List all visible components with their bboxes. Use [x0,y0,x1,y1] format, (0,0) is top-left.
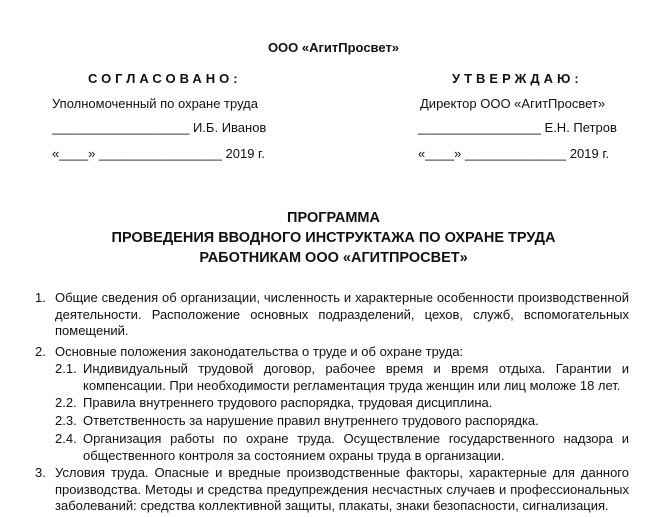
list-subitem-text: Правила внутреннего трудового распорядка, трудовая дисциплина. [83,395,493,410]
approval-date-line: «____» ______________ 2019 г. [418,146,610,161]
list-item-text: Общие сведения об организации, численность и характерные особенности производственной деятельности. Расположение основных подразделений, цехов, служб, вспомогательных помещений. [55,290,629,338]
document-subtitle: РАБОТНИКАМ ООО «АГИТПРОСВЕТ» [199,250,468,266]
approval-position: Директор ООО «АгитПросвет» [420,96,606,111]
list-subitem-text: Организация работы по охране труда. Осуществление государственного надзора и общественного контроля за состоянием охраны труда в организации. [83,431,629,463]
list-item-text: Условия труда. Опасные и вредные производственные факторы, характерные для данного производства. Методы и средства предупреждения несчастных случаев и профессиональных заболеваний: средства коллективной защиты, плакаты, знаки безопасности, сигнализация. [55,465,629,513]
list-item-number: 3. [35,465,46,480]
list-subitem-number: 2.3. [55,413,77,428]
approval-heading: СОГЛАСОВАНО: [88,71,242,86]
list-item-number: 2. [35,344,46,359]
organization-name: ООО «АгитПросвет» [267,40,400,55]
list-subitem-number: 2.1. [55,361,77,376]
list-subitem-number: 2.2. [55,395,77,410]
document-subtitle: ПРОВЕДЕНИЯ ВВОДНОГО ИНСТРУКТАЖА ПО ОХРАНЕ ТРУДА [111,230,556,246]
list-item-number: 1. [35,290,46,305]
list-item-text: Основные положения законодательства о труде и об охране труда: [55,344,464,359]
approval-signature-line: _________________ Е.Н. Петров [418,120,617,135]
approval-position: Уполномоченный по охране труда [52,96,258,111]
approval-heading: УТВЕРЖДАЮ: [452,71,583,86]
approval-date-line: «____» _________________ 2019 г. [52,146,265,161]
list-subitem-number: 2.4. [55,431,77,446]
list-subitem-text: Ответственность за нарушение правил внутреннего трудового распорядка. [83,413,539,428]
list-subitem-text: Индивидуальный трудовой договор, рабочее время и время отдыха. Гарантии и компенсации. При необходимости регламентация труда женщин или лиц моложе 18 лет. [83,361,629,393]
document-title: ПРОГРАММА [287,210,380,226]
approval-signature-line: ___________________ И.Б. Иванов [52,120,267,135]
